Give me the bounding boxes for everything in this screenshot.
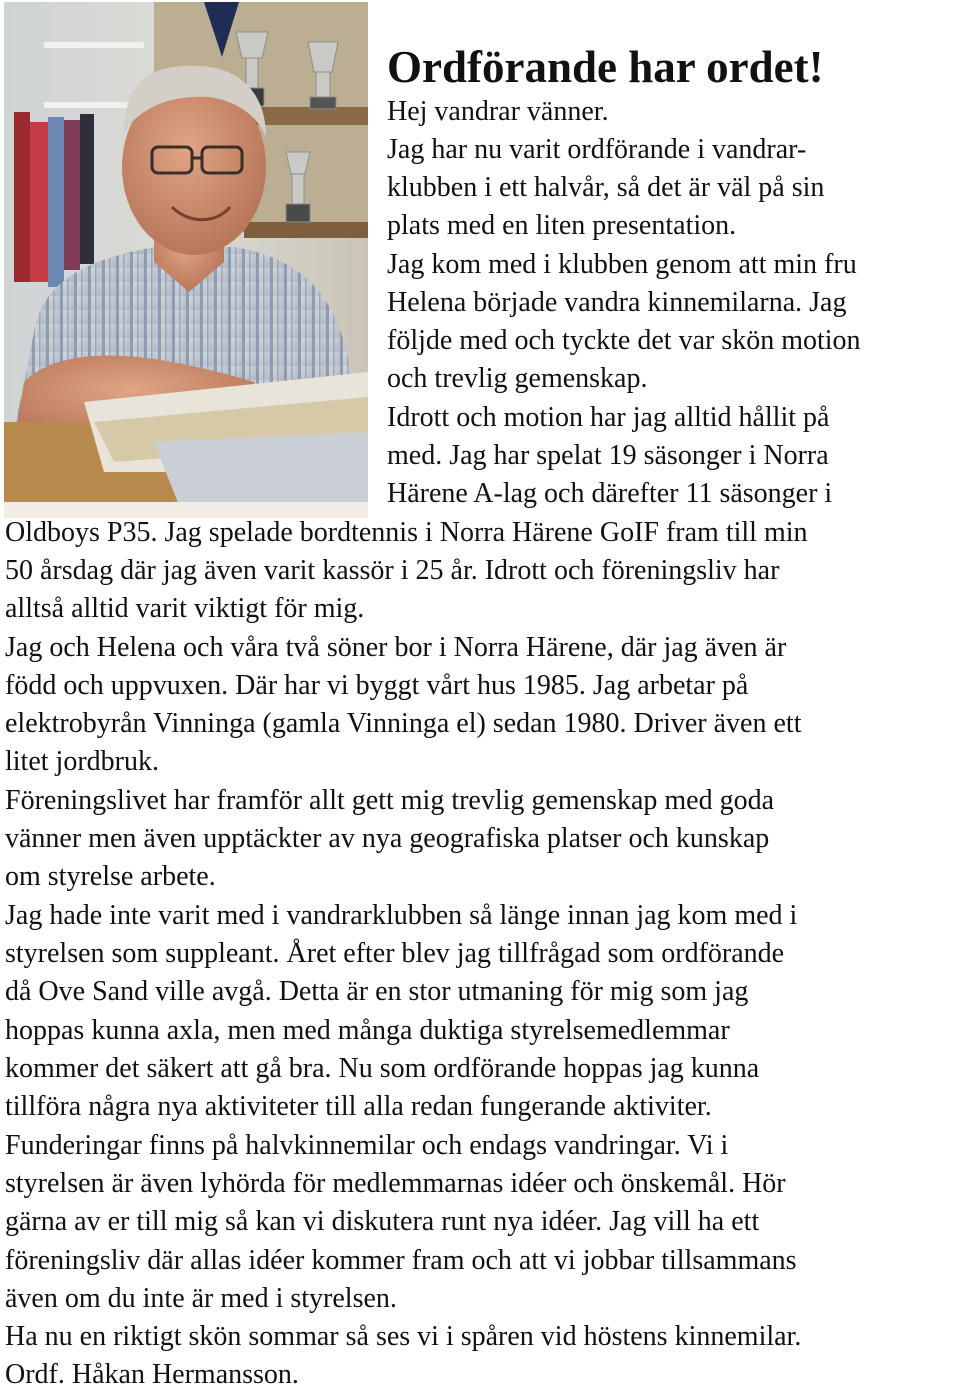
body-line: kommer det säkert att gå bra. Nu som ordförande hoppas jag kunna — [5, 1053, 760, 1084]
body-line: Hej vandrar vänner. — [387, 96, 609, 127]
body-line: gärna av er till mig så kan vi diskutera runt nya idéer. Jag vill ha ett — [5, 1206, 760, 1237]
body-line: Jag hade inte varit med i vandrarklubben så länge innan jag kom med i — [5, 900, 798, 931]
body-line: plats med en liten presentation. — [387, 210, 737, 241]
body-line: född och uppvuxen. Där har vi byggt vårt hus 1985. Jag arbetar på — [5, 670, 749, 701]
body-line: Idrott och motion har jag alltid hållit på — [387, 402, 830, 433]
body-line: styrelsen som suppleant. Året efter blev jag tillfrågad som ordförande — [5, 938, 785, 969]
body-line: Jag har nu varit ordförande i vandrar- — [387, 134, 807, 165]
body-line: då Ove Sand ville avgå. Detta är en stor utmaning för mig som jag — [5, 976, 749, 1007]
body-line: om styrelse arbete. — [5, 861, 216, 892]
body-line: med. Jag har spelat 19 säsonger i Norra — [387, 440, 829, 471]
body-line: följde med och tyckte det var skön motion — [387, 325, 861, 356]
body-line: Härene A-lag och därefter 11 säsonger i — [387, 478, 833, 509]
body-line: 50 årsdag där jag även varit kassör i 25 år. Idrott och föreningsliv har — [5, 555, 780, 586]
body-line: Helena började vandra kinnemilarna. Jag — [387, 287, 847, 318]
body-line: tillföra några nya aktiviteter till alla redan fungerande aktiviter. — [5, 1091, 712, 1122]
body-line: styrelsen är även lyhörda för medlemmarnas idéer och önskemål. Hör — [5, 1168, 786, 1199]
body-line: Funderingar finns på halvkinnemilar och endags vandringar. Vi i — [5, 1130, 729, 1161]
body-line: vänner men även upptäckter av nya geografiska platser och kunskap — [5, 823, 770, 854]
portrait-photo-icon — [4, 2, 368, 518]
body-line: Jag kom med i klubben genom att min fru — [387, 249, 857, 280]
body-line: och trevlig gemenskap. — [387, 363, 648, 394]
body-line: Föreningslivet har framför allt gett mig trevlig gemenskap med goda — [5, 785, 775, 816]
body-line: även om du inte är med i styrelsen. — [5, 1283, 397, 1314]
body-line: klubben i ett halvår, så det är väl på sin — [387, 172, 825, 203]
body-line: Ha nu en riktigt skön sommar så ses vi i spåren vid höstens kinnemilar. — [5, 1321, 802, 1352]
body-line: Oldboys P35. Jag spelade bordtennis i Norra Härene GoIF fram till min — [5, 517, 808, 548]
body-line: föreningsliv där allas idéer kommer fram och att vi jobbar tillsammans — [5, 1245, 797, 1276]
signature-line: Ordf. Håkan Hermansson. — [5, 1359, 299, 1390]
body-line: litet jordbruk. — [5, 746, 159, 777]
page-title: Ordförande har ordet! — [387, 42, 824, 92]
body-line: elektrobyrån Vinninga (gamla Vinninga el) sedan 1980. Driver även ett — [5, 708, 802, 739]
body-line: hoppas kunna axla, men med många duktiga styrelsemedlemmar — [5, 1015, 730, 1046]
body-line: alltså alltid varit viktigt för mig. — [5, 593, 365, 624]
body-line: Jag och Helena och våra två söner bor i Norra Härene, där jag även är — [5, 632, 787, 663]
